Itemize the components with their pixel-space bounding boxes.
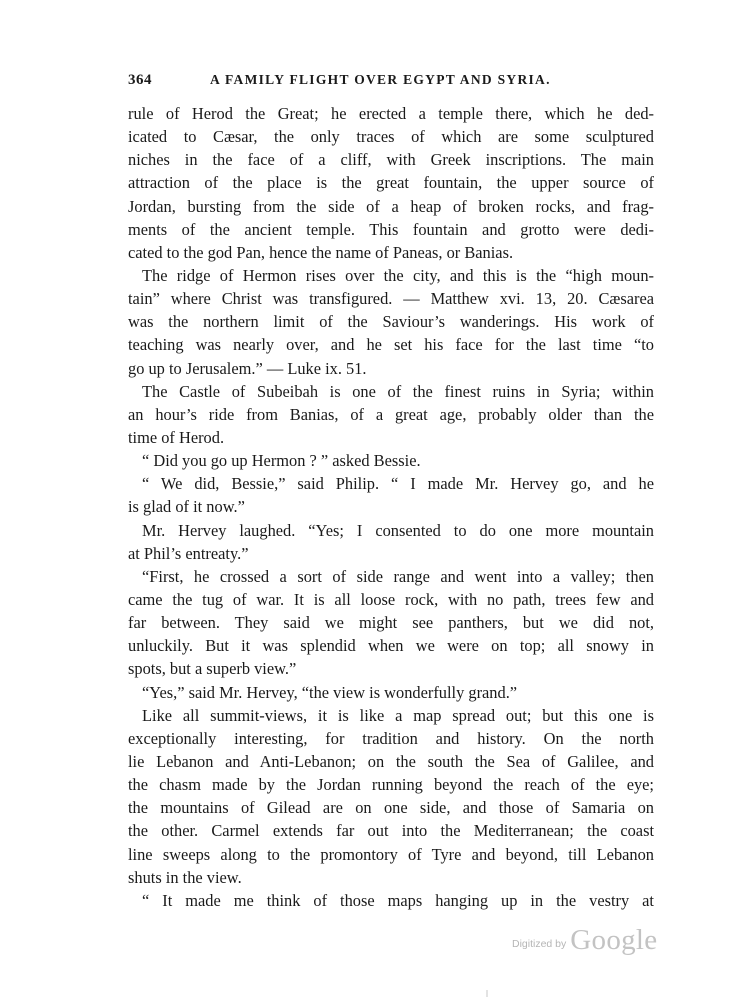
text-line: icated to Cæsar, the only traces of which are some sculptured — [128, 127, 654, 147]
text-line: “Yes,” said Mr. Hervey, “the view is wonderfully grand.” — [142, 682, 518, 702]
text-line: time of Herod. — [128, 427, 225, 447]
text-line: “ We did, Bessie,” said Philip. “ I made Mr. Hervey go, and he — [142, 474, 654, 494]
text-line: “First, he crossed a sort of side range and went into a valley; then — [142, 566, 654, 586]
text-line: exceptionally interesting, for tradition and history. On the north — [128, 728, 654, 748]
text-line: lie Lebanon and Anti-Lebanon; on the south the Sea of Galilee, and — [128, 751, 654, 771]
text-line: came the tug of war. It is all loose rock, with no path, trees few and — [128, 589, 654, 609]
text-line: line sweeps along to the promontory of Tyre and beyond, till Lebanon — [128, 844, 654, 864]
page-number: 364 — [128, 72, 152, 88]
text-line: ments of the ancient temple. This fountain and grotto were dedi- — [128, 219, 654, 239]
text-line: shuts in the view. — [128, 867, 242, 887]
text-line: The Castle of Subeibah is one of the finest ruins in Syria; within — [142, 381, 654, 401]
text-line: the mountains of Gilead are on one side, and those of Samaria on — [128, 798, 654, 818]
text-line: teaching was nearly over, and he set his face for the last time “to — [128, 335, 654, 355]
text-line: Like all summit-views, it is like a map spread out; but this one is — [142, 705, 654, 725]
digitized-watermark — [512, 924, 657, 956]
running-title: A FAMILY FLIGHT OVER EGYPT AND SYRIA. — [210, 72, 551, 87]
text-line: cated to the god Pan, hence the name of Paneas, or Banias. — [128, 242, 514, 262]
text-line: attraction of the place is the great fountain, the upper source of — [128, 173, 654, 193]
text-line: rule of Herod the Great; he erected a temple there, which he ded- — [128, 104, 654, 123]
text-line: is glad of it now.” — [128, 497, 245, 517]
text-line: “ Did you go up Hermon ? ” asked Bessie. — [142, 451, 421, 471]
watermark-prefix: Digitized by — [512, 938, 567, 950]
running-head — [128, 72, 654, 94]
text-line: The ridge of Hermon rises over the city, and this is the “high moun- — [142, 265, 654, 285]
body-text — [128, 102, 654, 912]
text-line: niches in the face of a cliff, with Greek inscriptions. The main — [128, 150, 654, 170]
text-line: unluckily. But it was splendid when we were on top; all snowy in — [128, 636, 654, 656]
text-line: an hour’s ride from Banias, of a great age, probably older than the — [128, 404, 654, 424]
text-line: was the northern limit of the Saviour’s wanderings. His work of — [128, 312, 654, 332]
google-logo: Google — [570, 924, 658, 956]
text-line: spots, but a superb view.” — [128, 659, 297, 679]
text-line: Jordan, bursting from the side of a heap of broken rocks, and frag- — [128, 196, 654, 216]
text-line: “ It made me think of those maps hanging up in the vestry at — [142, 890, 654, 910]
text-line: the other. Carmel extends far out into the Mediterranean; the coast — [128, 821, 654, 841]
text-line: the chasm made by the Jordan running beyond the reach of the eye; — [128, 775, 654, 795]
text-line: far between. They said we might see panthers, but we did not, — [128, 613, 654, 633]
text-line: Mr. Hervey laughed. “Yes; I consented to do one more mountain — [142, 520, 654, 540]
scan-speck — [486, 990, 488, 997]
text-line: go up to Jerusalem.” — Luke ix. 51. — [128, 358, 367, 378]
text-line: tain” where Christ was transfigured. — Matthew xvi. 13, 20. Cæsarea — [128, 289, 654, 309]
text-line: at Phil’s entreaty.” — [128, 543, 249, 563]
